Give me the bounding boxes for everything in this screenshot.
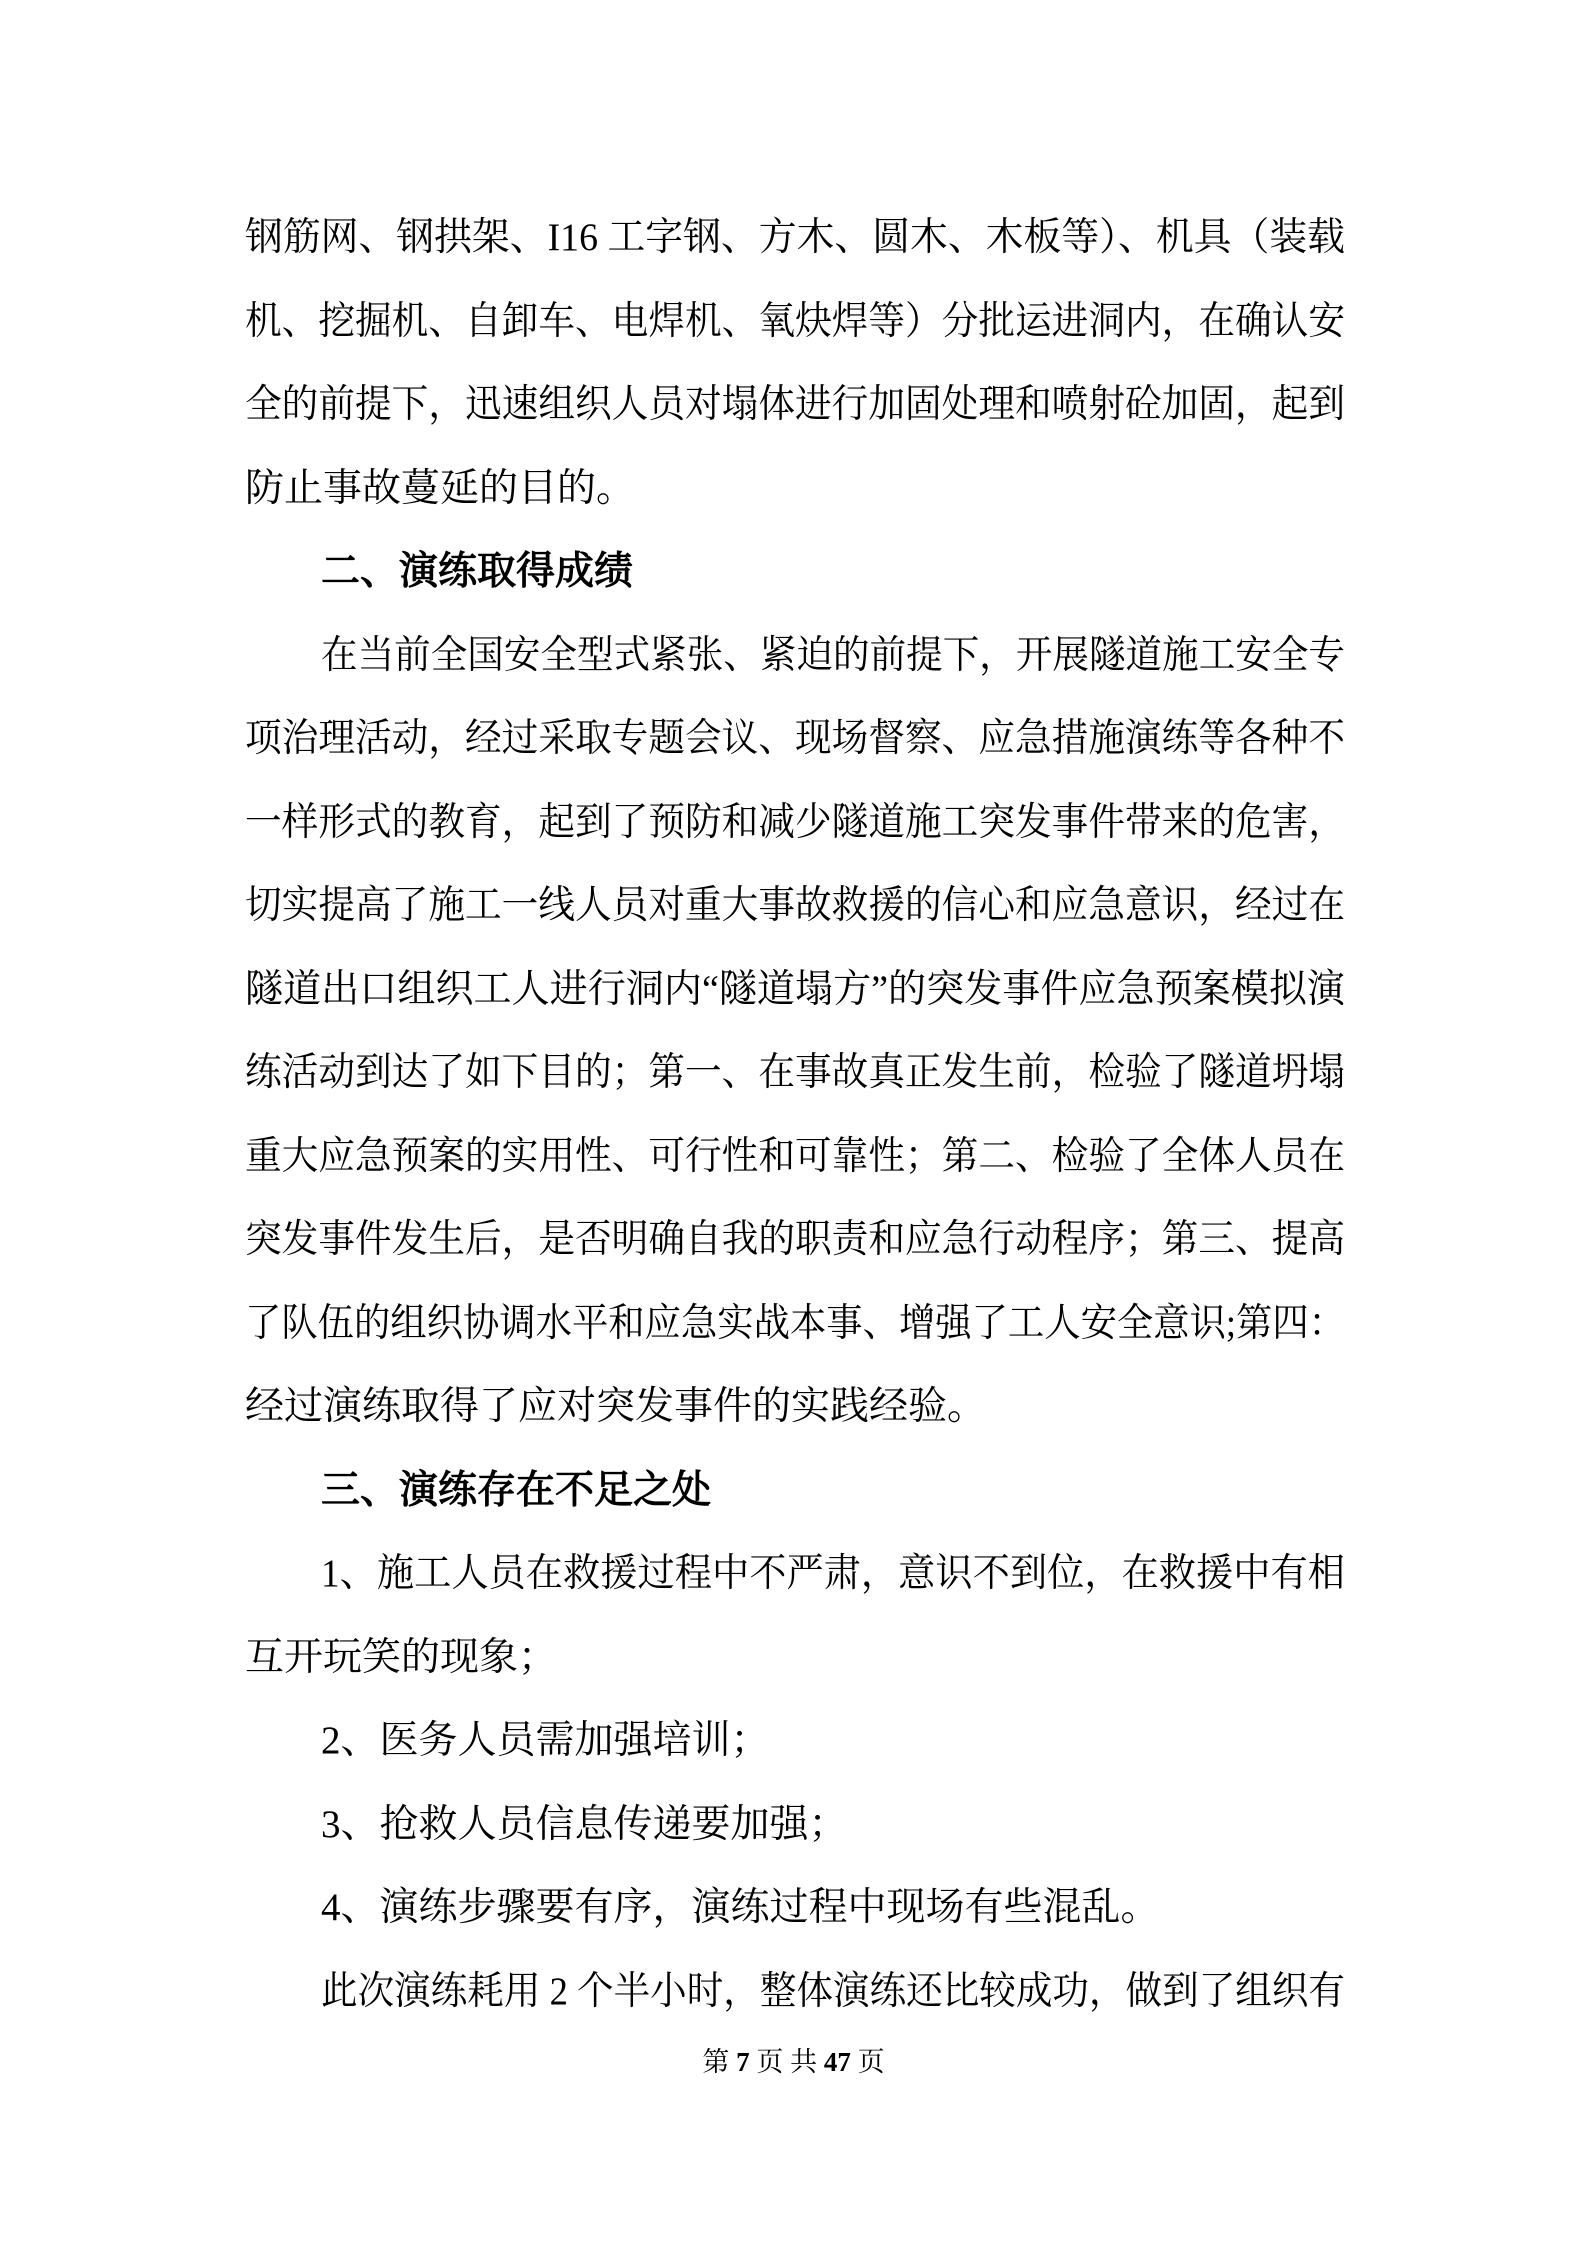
text-line [245, 1282, 1345, 1366]
text-line [245, 447, 1345, 531]
text-line-content: 机、挖掘机、自卸车、电焊机、氧炔焊等）分批运进洞内，在确认安 [245, 299, 1345, 343]
text-line [245, 864, 1345, 948]
text-line-content: 1、施工人员在救援过程中不严肃，意识不到位，在救援中有相 [321, 1552, 1345, 1595]
text-line-content: 重大应急预案的实用性、可行性和可靠性；第二、检验了全体人员在 [245, 1134, 1345, 1178]
text-line-content: 二、演练取得成绩 [321, 550, 634, 593]
text-line [245, 196, 1345, 280]
text-line-content: 全的前提下，迅速组织人员对塌体进行加固处理和喷射砼加固，起到 [245, 383, 1345, 426]
text-line [245, 280, 1345, 364]
footer-label: 页 共 [749, 2047, 824, 2077]
footer-page-number: 7 [736, 2047, 750, 2077]
footer-page-number: 47 [823, 2047, 851, 2077]
text-line-content: 项治理活动，经过采取专题会议、现场督察、应急措施演练等各种不 [245, 717, 1345, 760]
section-heading [245, 1449, 1345, 1533]
text-line [245, 697, 1345, 781]
text-line [245, 1031, 1345, 1115]
text-line-content: 3、抢救人员信息传递要加强； [321, 1802, 848, 1846]
page-footer [0, 2042, 1587, 2082]
text-line-content: 切实提高了施工一线人员对重大事故救援的信心和应急意识，经过在 [245, 884, 1345, 927]
footer-label: 第 [702, 2047, 737, 2077]
text-line-content: 三、演练存在不足之处 [321, 1468, 712, 1512]
text-line-content: 在当前全国安全型式紧张、紧迫的前提下，开展隧道施工安全专 [321, 633, 1345, 677]
text-line [245, 1699, 1345, 1783]
text-line-content: 防止事故蔓延的目的。 [245, 466, 636, 510]
text-line [245, 1866, 1345, 1950]
text-line [245, 614, 1345, 698]
text-line [245, 1532, 1345, 1616]
text-line-content: 互开玩笑的现象； [245, 1635, 558, 1679]
document-body [245, 196, 1345, 2033]
text-line [245, 781, 1345, 865]
text-line [245, 948, 1345, 1032]
text-line [245, 1365, 1345, 1449]
section-heading [245, 530, 1345, 614]
text-line-content: 突发事件发生后，是否明确自我的职责和应急行动程序；第三、提高 [245, 1218, 1345, 1261]
text-line [245, 1115, 1345, 1199]
text-line [245, 1198, 1345, 1282]
text-line [245, 1783, 1345, 1867]
footer-label: 页 [850, 2047, 885, 2077]
text-line-content: 钢筋网、钢拱架、I16 工字钢、方木、圆木、木板等）、机具（装载 [245, 216, 1345, 259]
text-line-content: 隧道出口组织工人进行洞内“隧道塌方”的突发事件应急预案模拟演 [245, 967, 1345, 1011]
text-line-content: 此次演练耗用 2 个半小时，整体演练还比较成功，做到了组织有 [321, 1969, 1345, 2013]
text-line-content: 练活动到达了如下目的；第一、在事故真正发生前，检验了隧道坍塌 [245, 1051, 1345, 1094]
text-line [245, 1950, 1345, 2034]
text-line-content: 一样形式的教育，起到了预防和减少隧道施工突发事件带来的危害， [245, 800, 1345, 844]
text-line-content: 4、演练步骤要有序，演练过程中现场有些混乱。 [321, 1886, 1160, 1929]
text-line-content: 经过演练取得了应对突发事件的实践经验。 [245, 1385, 987, 1428]
text-line [245, 363, 1345, 447]
text-line-content: 了队伍的组织协调水平和应急实战本事、增强了工人安全意识;第四： [245, 1301, 1345, 1345]
text-line [245, 1616, 1345, 1700]
text-line-content: 2、医务人员需加强培训； [321, 1719, 770, 1762]
